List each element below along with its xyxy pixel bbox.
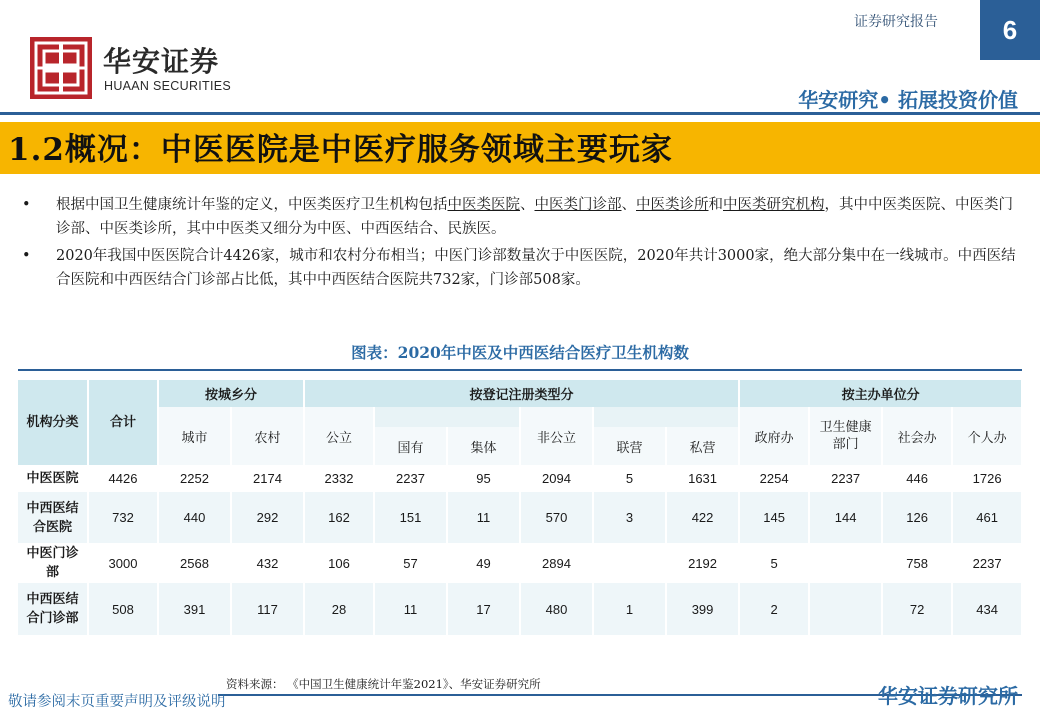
col-header-health-dept: 卫生健康部门 — [809, 407, 882, 465]
bullet-dot-icon: • — [22, 197, 31, 213]
bullet-list — [20, 193, 1020, 295]
cell: 1631 — [666, 465, 739, 492]
col-header-total: 合计 — [88, 380, 158, 465]
cell: 4426 — [88, 465, 158, 492]
underlined-term: 中医类研究机构 — [723, 197, 825, 213]
cell: 145 — [739, 492, 809, 543]
col-header-rural: 农村 — [231, 407, 304, 465]
table-caption: 图表：2020年中医及中西医结合医疗卫生机构数 — [351, 343, 689, 362]
col-header-private: 私营 — [666, 427, 739, 465]
col-header-type: 机构分类 — [18, 380, 88, 465]
cell: 57 — [374, 543, 447, 583]
col-header-state: 国有 — [374, 427, 447, 465]
cell: 117 — [231, 583, 304, 635]
cell: 440 — [158, 492, 231, 543]
col-header-joint: 联营 — [593, 427, 666, 465]
cell: 434 — [952, 583, 1022, 635]
cell: 2192 — [666, 543, 739, 583]
text-span: 、 — [621, 197, 636, 213]
cell: 758 — [882, 543, 952, 583]
cell: 151 — [374, 492, 447, 543]
cell: 11 — [374, 583, 447, 635]
cell: 399 — [666, 583, 739, 635]
cell — [809, 583, 882, 635]
row-label: 中医医院 — [18, 465, 88, 492]
table-row — [18, 465, 1022, 492]
cell: 2237 — [809, 465, 882, 492]
cell: 72 — [882, 583, 952, 635]
text-span: ，其中中医类医院、中医类门诊部、中医类诊所，其中中医类又细分为中医、中西医结合、民族医。 — [56, 197, 1013, 237]
cell: 446 — [882, 465, 952, 492]
caption-rule — [18, 369, 1022, 371]
cell: 126 — [882, 492, 952, 543]
cell: 2174 — [231, 465, 304, 492]
header-divider — [0, 112, 1040, 115]
row-label: 中西医结合门诊部 — [18, 583, 88, 635]
brand-name-en: HUAAN SECURITIES — [104, 79, 232, 93]
table-row — [18, 492, 1022, 543]
cell: 570 — [520, 492, 593, 543]
cell: 162 — [304, 492, 374, 543]
bullet-dot-icon: • — [22, 248, 31, 264]
cell: 5 — [593, 465, 666, 492]
group-header-area: 按城乡分 — [158, 380, 304, 407]
text-span: 和 — [708, 197, 723, 213]
logo-seal-icon — [30, 37, 92, 99]
institution-table — [18, 380, 1023, 635]
col-header-individual: 个人办 — [952, 407, 1022, 465]
cell: 2254 — [739, 465, 809, 492]
cell: 11 — [447, 492, 520, 543]
row-label: 中西医结合医院 — [18, 492, 88, 543]
header-spacer — [593, 407, 739, 427]
cell: 1 — [593, 583, 666, 635]
brand-name-cn: 华安证券 — [103, 45, 220, 78]
bullet-text — [56, 197, 1013, 237]
cell: 432 — [231, 543, 304, 583]
text-span: 、 — [520, 197, 535, 213]
bullet-item — [20, 193, 1020, 241]
row-label: 中医门诊部 — [18, 543, 88, 583]
col-header-nonpublic: 非公立 — [520, 407, 593, 465]
cell: 480 — [520, 583, 593, 635]
institute-name: 华安证券研究所 — [878, 684, 1018, 708]
cell — [809, 543, 882, 583]
group-header-registration: 按登记注册类型分 — [304, 380, 739, 407]
disclaimer-link[interactable]: 敬请参阅末页重要声明及评级说明 — [8, 694, 226, 710]
cell: 28 — [304, 583, 374, 635]
cell: 106 — [304, 543, 374, 583]
cell: 3000 — [88, 543, 158, 583]
cell: 2237 — [952, 543, 1022, 583]
cell: 2894 — [520, 543, 593, 583]
bullet-text: 2020年我国中医医院合计4426家，城市和农村分布相当；中医门诊部数量次于中医医院，2020年共计3000家，绝大部分集中在一线城市。中西医结合医院和中西医结合门诊部占比低，其中中西医结合医院共732家，门诊部508家。 — [56, 248, 1016, 288]
cell: 2094 — [520, 465, 593, 492]
table-row — [18, 543, 1022, 583]
cell: 5 — [739, 543, 809, 583]
cell: 2568 — [158, 543, 231, 583]
underlined-term: 中医类诊所 — [636, 197, 709, 213]
cell: 2 — [739, 583, 809, 635]
cell: 49 — [447, 543, 520, 583]
col-header-gov: 政府办 — [739, 407, 809, 465]
slogan: 华安研究• 拓展投资价值 — [798, 88, 1018, 112]
underlined-term: 中医类医院 — [447, 197, 520, 213]
cell: 422 — [666, 492, 739, 543]
cell: 2332 — [304, 465, 374, 492]
page-title: 1.2概况：中医医院是中医疗服务领域主要玩家 — [8, 132, 673, 168]
cell: 144 — [809, 492, 882, 543]
page-number: 6 — [980, 0, 1040, 60]
cell: 292 — [231, 492, 304, 543]
text-span: 根据中国卫生健康统计年鉴的定义，中医类医疗卫生机构包括 — [56, 197, 448, 213]
cell: 1726 — [952, 465, 1022, 492]
company-logo — [30, 37, 92, 99]
cell: 732 — [88, 492, 158, 543]
table-row — [18, 583, 1022, 635]
cell: 461 — [952, 492, 1022, 543]
header-spacer — [374, 407, 520, 427]
cell: 17 — [447, 583, 520, 635]
cell: 508 — [88, 583, 158, 635]
col-header-social: 社会办 — [882, 407, 952, 465]
source-note: 资料来源： 《中国卫生健康统计年鉴2021》、华安证券研究所 — [226, 677, 541, 691]
col-header-public: 公立 — [304, 407, 374, 465]
cell — [593, 543, 666, 583]
underlined-term: 中医类门诊部 — [534, 197, 622, 213]
cell: 3 — [593, 492, 666, 543]
report-type: 证券研究报告 — [854, 14, 938, 30]
cell: 391 — [158, 583, 231, 635]
cell: 2237 — [374, 465, 447, 492]
col-header-city: 城市 — [158, 407, 231, 465]
col-header-collective: 集体 — [447, 427, 520, 465]
cell: 95 — [447, 465, 520, 492]
group-header-owner: 按主办单位分 — [739, 380, 1022, 407]
cell: 2252 — [158, 465, 231, 492]
bullet-item — [20, 244, 1020, 292]
